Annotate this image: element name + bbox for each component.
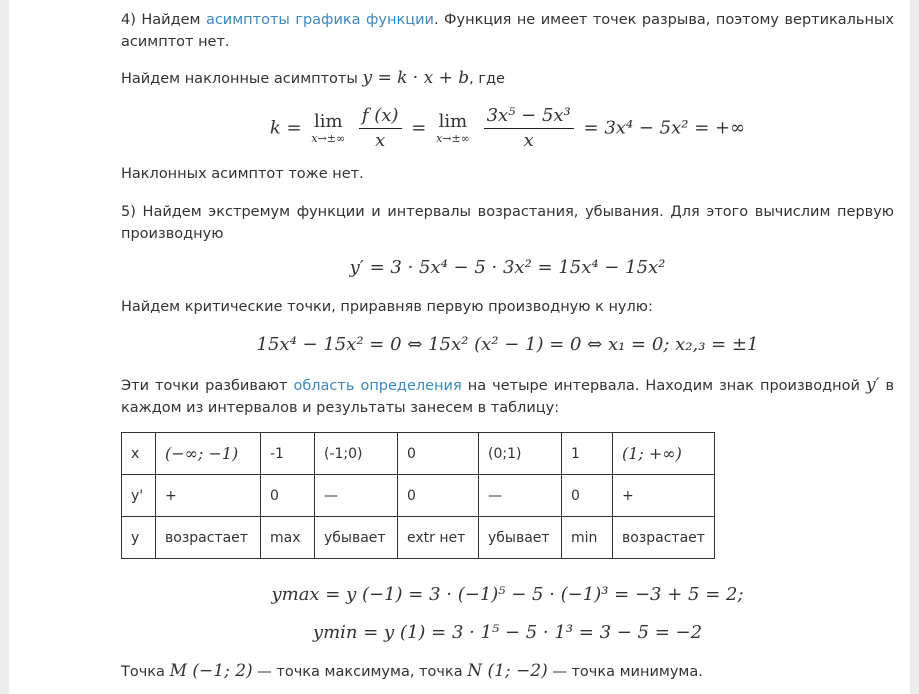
oblique-asymptote-formula: y = k · x + b	[362, 68, 470, 88]
paragraph-intervals: Эти точки разбивают область определения на четыре интервала. Находим знак производной y′ в каждом из интервалов и результаты занесем в таблицу:	[121, 375, 894, 416]
table-cell: +	[156, 475, 261, 517]
table-cell: (−∞; −1)	[156, 433, 261, 475]
formula-derivative: y′ = 3 · 5x⁴ − 5 · 3x² = 15x⁴ − 15x²	[349, 257, 666, 278]
table-cell: min	[562, 517, 613, 559]
formula-y-max: ymax = y (−1) = 3 · (−1)⁵ − 5 · (−1)³ = −3 + 5 = 2;	[271, 584, 744, 605]
table-cell: -1	[261, 433, 315, 475]
table-cell: возрастает	[156, 517, 261, 559]
paragraph-step-4: 4) Найдем асимптоты графика функции. Функция не имеет точек разрыва, поэтому вертикальных асимптот нет.	[121, 12, 894, 50]
table-cell: —	[315, 475, 398, 517]
formula-y-min: ymin = y (1) = 3 · 1⁵ − 5 · 1³ = 3 − 5 = −2	[312, 622, 703, 643]
table-cell: x	[122, 433, 156, 475]
fraction-f-over-x: $\frac{f (x)}{x}$	[359, 104, 402, 153]
paragraph-step-5: 5) Найдем экстремум функции и интервалы возрастания, убывания. Для этого вычислим первую производную	[121, 204, 894, 242]
derivative-symbol: y′	[865, 375, 880, 395]
table-cell: y'	[122, 475, 156, 517]
table-row	[122, 475, 715, 517]
table-cell: +	[613, 475, 715, 517]
paragraph-extremum-points: Точка M (−1; 2) — точка максимума, точка N (1; −2) — точка минимума.	[121, 661, 703, 681]
limit-operator-2: lim x→±∞	[436, 110, 470, 145]
formula-critical-points: 15x⁴ − 15x² = 0 ⇔ 15x² (x² − 1) = 0 ⇔ x₁ = 0; x₂,₃ = ±1	[256, 334, 759, 355]
table-cell: возрастает	[613, 517, 715, 559]
fraction-polynomial-over-x: $\frac{\text{3x⁵ − 5x³}}{x}$	[484, 104, 574, 153]
paragraph-critical-points: Найдем критические точки, приравняв первую производную к нулю:	[121, 299, 653, 315]
table-cell: extr нет	[398, 517, 479, 559]
table-cell: 1	[562, 433, 613, 475]
table-cell: (-1;0)	[315, 433, 398, 475]
table-cell: 0	[261, 475, 315, 517]
asymptotes-link[interactable]: асимптоты графика функции	[205, 12, 434, 28]
page-right-margin	[910, 0, 919, 694]
table-cell: (0;1)	[479, 433, 562, 475]
formula-k-limit: k = lim x→±∞ $\frac{f (x)}{x}$ = lim x→±∞ $\frac{\text{3x⁵ − 5x³}}{x}$ = 3x⁴ − 5x² = +∞	[269, 105, 746, 151]
sign-table	[121, 432, 715, 559]
page-left-margin	[0, 0, 9, 694]
table-cell: (1; +∞)	[613, 433, 715, 475]
table-cell: убывает	[479, 517, 562, 559]
paragraph-no-oblique: Наклонных асимптот тоже нет.	[121, 166, 364, 182]
max-point: M (−1; 2)	[169, 661, 253, 681]
table-row	[122, 517, 715, 559]
table-cell: —	[479, 475, 562, 517]
table-cell: 0	[398, 475, 479, 517]
min-point: N (1; −2)	[467, 661, 548, 681]
table-cell: 0	[398, 433, 479, 475]
table-cell: y	[122, 517, 156, 559]
table-cell: 0	[562, 475, 613, 517]
limit-operator-1: lim x→±∞	[311, 110, 346, 145]
table-cell: max	[261, 517, 315, 559]
paragraph-oblique-asymptotes: Найдем наклонные асимптоты y = k · x + b, где	[121, 68, 505, 88]
domain-link[interactable]: область определения	[293, 378, 462, 394]
table-cell: убывает	[315, 517, 398, 559]
table-row	[122, 433, 715, 475]
